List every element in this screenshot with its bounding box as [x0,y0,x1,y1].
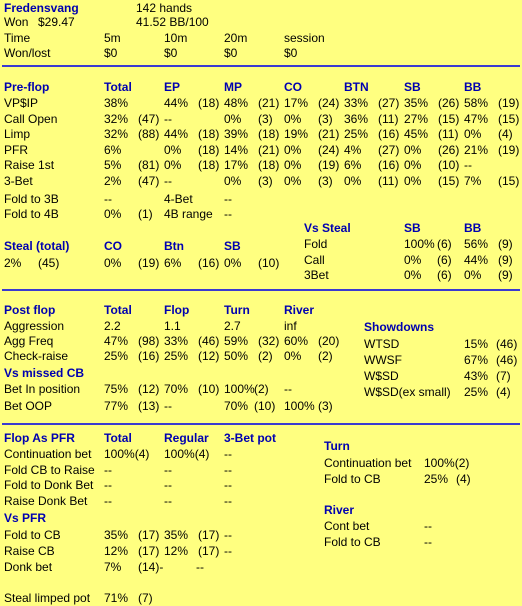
flop-pfr-regular: -- [164,462,172,477]
time-5m: 5m [104,31,121,45]
time-label: Time [4,31,31,45]
vs-pfr-row-label: Raise CB [4,544,55,558]
vs-steal-sb-value: 0% [404,268,422,282]
wonlost-20m: $0 [224,46,238,60]
postflop-cell-value: 59% [224,334,249,348]
fold-to-4b-count: (1) [138,207,153,221]
flop-pfr-total: -- [104,462,112,477]
river-row-value: -- [424,535,432,549]
preflop-cell-value: 0% [224,174,242,188]
preflop-cell-count: (11) [378,174,399,188]
preflop-cell-value: 6% [344,158,362,173]
missed-cb-cell-count: (2) [254,382,269,396]
postflop-col-header: Turn [224,303,250,317]
preflop-cell-value: 38% [104,96,129,110]
vs-steal-sb-value: 0% [404,252,422,267]
steal-limped-value: 71% [104,591,129,605]
turn-title: Turn [324,439,350,453]
preflop-cell-value: 0% [284,158,302,173]
preflop-col-header: EP [164,80,181,94]
showdown-row-label: WTSD [364,337,400,351]
postflop-cell-value: inf [284,319,297,333]
preflop-cell-count: (18) [198,142,220,157]
preflop-cell-count: (26) [438,96,460,110]
wonlost-session: $0 [284,46,298,60]
postflop-cell-count: (46) [198,334,220,348]
preflop-cell-count: (3) [318,111,333,126]
vs-pfr-total-count: (17) [138,544,160,558]
four-bet-value: -- [224,192,232,206]
flop-pfr-3bet: -- [224,494,232,509]
won-value: $29.47 [38,15,75,29]
preflop-cell-count: (3) [318,174,333,188]
fold-to-4b-label: Fold to 4B [4,207,59,221]
preflop-cell-count: (19) [498,96,520,110]
preflop-cell-value: 0% [404,142,422,157]
flop-pfr-total: -- [104,494,112,509]
preflop-cell-value: 17% [224,158,249,173]
postflop-cell-value: 0% [284,349,302,363]
vs-steal-bb-count: (9) [498,252,513,267]
vs-steal-row-label: Fold [304,237,328,251]
preflop-cell-value: 0% [404,158,422,173]
flop-pfr-row-label: Continuation bet [4,447,92,461]
flop-pfr-total: 100%(4) [104,447,150,461]
flop-pfr-col-header: Regular [164,431,209,445]
preflop-cell-count: (15) [498,174,520,188]
missed-cb-cell-value: 100% [284,399,315,413]
steal-col-sb: SB [224,239,241,253]
showdown-row-count: (4) [496,385,511,399]
four-bet-label: 4-Bet [164,192,193,206]
preflop-cell-value: -- [164,174,172,188]
steal-cell-value: 0% [104,256,122,270]
preflop-row-label: Limp [4,127,31,142]
vs-pfr-row-label: Donk bet [4,560,53,574]
vs-pfr-3bet: -- [224,544,232,558]
missed-cb-cell-value: -- [164,399,172,413]
preflop-title: Pre-flop [4,80,50,94]
preflop-cell-count: (4) [498,127,513,142]
postflop-cell-count: (2) [318,349,333,363]
preflop-cell-value: 0% [224,111,242,126]
showdown-row-label: W$SD(ex small) [364,385,451,399]
vs-pfr-title: Vs PFR [4,511,47,525]
showdown-row-count: (7) [496,369,511,383]
steal-total-count: (45) [38,256,60,270]
preflop-row-label: Raise 1st [4,158,55,173]
turn-row-value: 25% [424,472,449,486]
vs-pfr-3bet: -- [224,528,232,542]
vs-pfr-total-value: 12% [104,544,129,558]
preflop-cell-value: 0% [464,127,482,142]
preflop-cell-value: 0% [164,142,182,157]
vs-pfr-regular-count: (17) [198,544,220,558]
missed-cb-cell-value: 75% [104,382,129,396]
vs-steal-sb-value: 100% [404,237,435,251]
preflop-col-header: BTN [344,80,369,94]
preflop-cell-value: 47% [464,111,489,126]
river-title: River [324,503,355,517]
postflop-cell-count: (20) [318,334,340,348]
postflop-row-label: Check-raise [4,349,69,363]
missed-cb-row-label: Bet OOP [4,399,53,413]
preflop-cell-value: 58% [464,96,489,110]
preflop-cell-count: (18) [258,127,280,142]
showdown-row-label: W$SD [364,369,399,383]
divider [2,289,520,291]
preflop-cell-value: 32% [104,111,129,126]
preflop-cell-value: 27% [404,111,429,126]
missed-cb-cell-value: 100% [224,382,255,396]
preflop-cell-count: (15) [438,111,460,126]
steal-cell-value: 6% [164,256,182,270]
steal-cell-count: (10) [258,256,280,270]
preflop-row-label: VP$IP [4,96,39,110]
vs-pfr-regular-count: (17) [198,528,220,542]
time-session: session [284,31,325,45]
preflop-cell-count: (81) [138,158,160,173]
steal-cell-count: (19) [138,256,160,270]
flop-pfr-title: Flop As PFR [4,431,75,445]
showdown-row-count: (46) [496,337,518,351]
preflop-col-header: BB [464,80,482,94]
steal-total-title: Steal (total) [4,239,70,253]
time-10m: 10m [164,31,188,45]
preflop-cell-value: 0% [284,111,302,126]
preflop-cell-count: (19) [498,142,520,157]
preflop-cell-value: 0% [404,174,422,188]
preflop-cell-value: 7% [464,174,482,188]
preflop-col-header: SB [404,80,421,94]
preflop-row-label: 3-Bet [4,174,33,188]
preflop-cell-value: 21% [464,142,489,157]
postflop-cell-value: 60% [284,334,309,348]
postflop-cell-value: 50% [224,349,249,363]
flop-pfr-total: -- [104,478,112,493]
showdown-row-value: 43% [464,369,489,383]
missed-cb-cell-count: (3) [318,399,333,413]
postflop-col-header: Flop [164,303,190,317]
four-bet-range-label: 4B range [164,207,213,221]
flop-pfr-regular: 100%(4) [164,447,210,461]
player-name: Fredensvang [4,1,79,15]
postflop-row-label: Agg Freq [4,334,54,348]
showdown-row-value: 25% [464,385,489,399]
vs-missed-cb-title: Vs missed CB [4,366,85,380]
vs-steal-sb-count: (6) [437,237,452,251]
fold-to-3b-label: Fold to 3B [4,192,59,206]
postflop-cell-value: 47% [104,334,129,348]
preflop-cell-value: 19% [284,127,309,142]
preflop-cell-value: 0% [344,174,362,188]
missed-cb-cell-value: 77% [104,399,129,413]
vs-steal-row-label: 3Bet [304,268,329,282]
wonlost-10m: $0 [164,46,178,60]
preflop-cell-count: (21) [318,127,340,142]
postflop-cell-count: (32) [258,334,280,348]
postflop-cell-count: (12) [198,349,220,363]
vs-steal-bb-value: 0% [464,268,482,282]
flop-pfr-regular: -- [164,478,172,493]
steal-limped-count: (7) [138,591,153,605]
preflop-cell-count: (24) [318,142,340,157]
flop-pfr-row-label: Raise Donk Bet [4,494,88,509]
preflop-cell-value: 17% [284,96,309,110]
preflop-cell-value: 33% [344,96,369,110]
missed-cb-cell-value: 70% [224,399,249,413]
preflop-row-label: Call Open [4,111,58,126]
postflop-col-header: River [284,303,315,317]
postflop-cell-value: 25% [164,349,189,363]
preflop-cell-value: 14% [224,142,249,157]
missed-cb-row-label: Bet In position [4,382,81,396]
vs-pfr-row-label: Fold to CB [4,528,61,542]
flop-pfr-col-header: Total [104,431,132,445]
river-row-label: Cont bet [324,519,370,533]
missed-cb-cell-count: (10) [254,399,276,413]
vs-steal-bb-count: (9) [498,237,513,251]
preflop-cell-count: (10) [438,158,460,173]
postflop-cell-value: 33% [164,334,189,348]
flop-pfr-regular: -- [164,494,172,509]
divider [2,423,520,425]
showdown-row-value: 67% [464,353,489,367]
missed-cb-cell-count: (10) [198,382,220,396]
preflop-cell-count: (16) [378,127,400,142]
preflop-cell-value: 5% [104,158,122,173]
turn-row-value: 100%(2) [424,456,470,470]
preflop-cell-value: 32% [104,127,129,142]
postflop-title: Post flop [4,303,56,317]
preflop-cell-value: 44% [164,96,189,110]
preflop-col-header: CO [284,80,302,94]
preflop-cell-count: (18) [198,158,220,173]
preflop-cell-count: (18) [198,96,220,110]
four-bet-range-value: -- [224,207,232,221]
steal-cell-count: (16) [198,256,220,270]
vs-steal-bb-value: 56% [464,237,489,251]
preflop-cell-value: 39% [224,127,249,142]
steal-total-value: 2% [4,256,22,270]
preflop-row-label: PFR [4,142,28,157]
preflop-cell-count: (3) [258,111,273,126]
missed-cb-cell-value: -- [284,382,292,396]
preflop-cell-count: (27) [378,142,400,157]
missed-cb-cell-value: 70% [164,382,189,396]
fold-to-3b-value: -- [104,192,112,206]
steal-col-co: CO [104,239,122,253]
time-20m: 20m [224,31,248,45]
steal-cell-value: 0% [224,256,242,270]
fold-to-4b-value: 0% [104,207,122,221]
turn-row-label: Continuation bet [324,456,412,470]
bb-per-100: 41.52 BB/100 [136,15,209,29]
steal-limped-label: Steal limped pot [4,591,91,605]
preflop-cell-count: (3) [258,174,273,188]
flop-pfr-row-label: Fold to Donk Bet [4,478,94,493]
preflop-cell-count: (11) [378,111,399,126]
preflop-cell-count: (18) [258,158,280,173]
preflop-cell-value: 36% [344,111,369,126]
preflop-cell-count: (26) [438,142,460,157]
preflop-cell-count: (19) [318,158,340,173]
preflop-cell-count: (27) [378,96,400,110]
preflop-col-header: MP [224,80,242,94]
river-row-value: -- [424,519,432,533]
preflop-col-header: Total [104,80,132,94]
preflop-cell-value: 44% [164,127,189,142]
postflop-cell-count: (98) [138,334,160,348]
preflop-cell-value: 0% [284,142,302,157]
vs-pfr-regular-value: 12% [164,544,189,558]
preflop-cell-value: 45% [404,127,429,142]
turn-row-label: Fold to CB [324,472,381,486]
won-label: Won [4,15,29,29]
vs-steal-title: Vs Steal [304,221,351,235]
preflop-cell-value: 2% [104,174,122,188]
preflop-cell-count: (18) [198,127,220,142]
preflop-cell-count: (88) [138,127,160,142]
preflop-cell-value: 4% [344,142,362,157]
showdown-row-label: WWSF [364,353,402,367]
preflop-cell-count: (15) [498,111,520,126]
flop-pfr-3bet: -- [224,447,232,461]
vs-steal-col-sb: SB [404,221,421,235]
showdown-row-value: 15% [464,337,489,351]
vs-pfr-3bet: -- [196,560,204,574]
preflop-cell-count: (15) [438,174,460,188]
vs-steal-col-bb: BB [464,221,482,235]
preflop-cell-value: 0% [284,174,302,188]
postflop-col-header: Total [104,303,132,317]
missed-cb-cell-count: (13) [138,399,160,413]
flop-pfr-col-header: 3-Bet pot [224,431,276,445]
vs-steal-sb-count: (6) [437,252,452,267]
vs-steal-sb-count: (6) [437,268,452,282]
postflop-cell-value: 2.7 [224,319,241,333]
vs-steal-bb-value: 44% [464,252,489,267]
preflop-cell-count: (21) [258,142,280,157]
preflop-cell-value: 25% [344,127,369,142]
divider [2,65,520,67]
showdown-row-count: (46) [496,353,518,367]
preflop-cell-value: 0% [164,158,182,173]
turn-row-count: (4) [456,472,471,486]
preflop-cell-value: -- [164,111,172,126]
preflop-cell-count: (16) [378,158,400,173]
flop-pfr-row-label: Fold CB to Raise [4,462,95,477]
preflop-cell-count: (24) [318,96,340,110]
steal-col-btn: Btn [164,239,184,253]
postflop-row-label: Aggression [4,319,65,333]
vs-steal-bb-count: (9) [498,268,513,282]
vs-steal-row-label: Call [304,252,325,267]
preflop-cell-count: (47) [138,174,160,188]
postflop-cell-value: 25% [104,349,129,363]
postflop-cell-value: 2.2 [104,319,121,333]
wonlost-5m: $0 [104,46,118,60]
preflop-cell-count: (47) [138,111,160,126]
preflop-cell-value: 35% [404,96,429,110]
showdowns-title: Showdowns [364,320,434,334]
wonlost-label: Won/lost [4,46,51,60]
preflop-cell-count: (21) [258,96,280,110]
hands-count: 142 hands [136,1,193,15]
postflop-cell-value: 1.1 [164,319,181,333]
preflop-cell-value: -- [464,158,472,173]
flop-pfr-3bet: -- [224,462,232,477]
preflop-cell-value: 6% [104,142,122,157]
postflop-cell-count: (16) [138,349,160,363]
preflop-cell-value: 48% [224,96,249,110]
flop-pfr-3bet: -- [224,478,232,493]
river-row-label: Fold to CB [324,535,381,549]
vs-pfr-total-value: 7% [104,560,122,574]
vs-pfr-total-count: (17) [138,528,160,542]
postflop-cell-count: (2) [258,349,273,363]
preflop-cell-count: (11) [438,127,459,142]
vs-pfr-total-value: 35% [104,528,129,542]
vs-pfr-regular-value: 35% [164,528,189,542]
missed-cb-cell-count: (12) [138,382,160,396]
vs-pfr-total-count: (14)- [138,560,164,574]
